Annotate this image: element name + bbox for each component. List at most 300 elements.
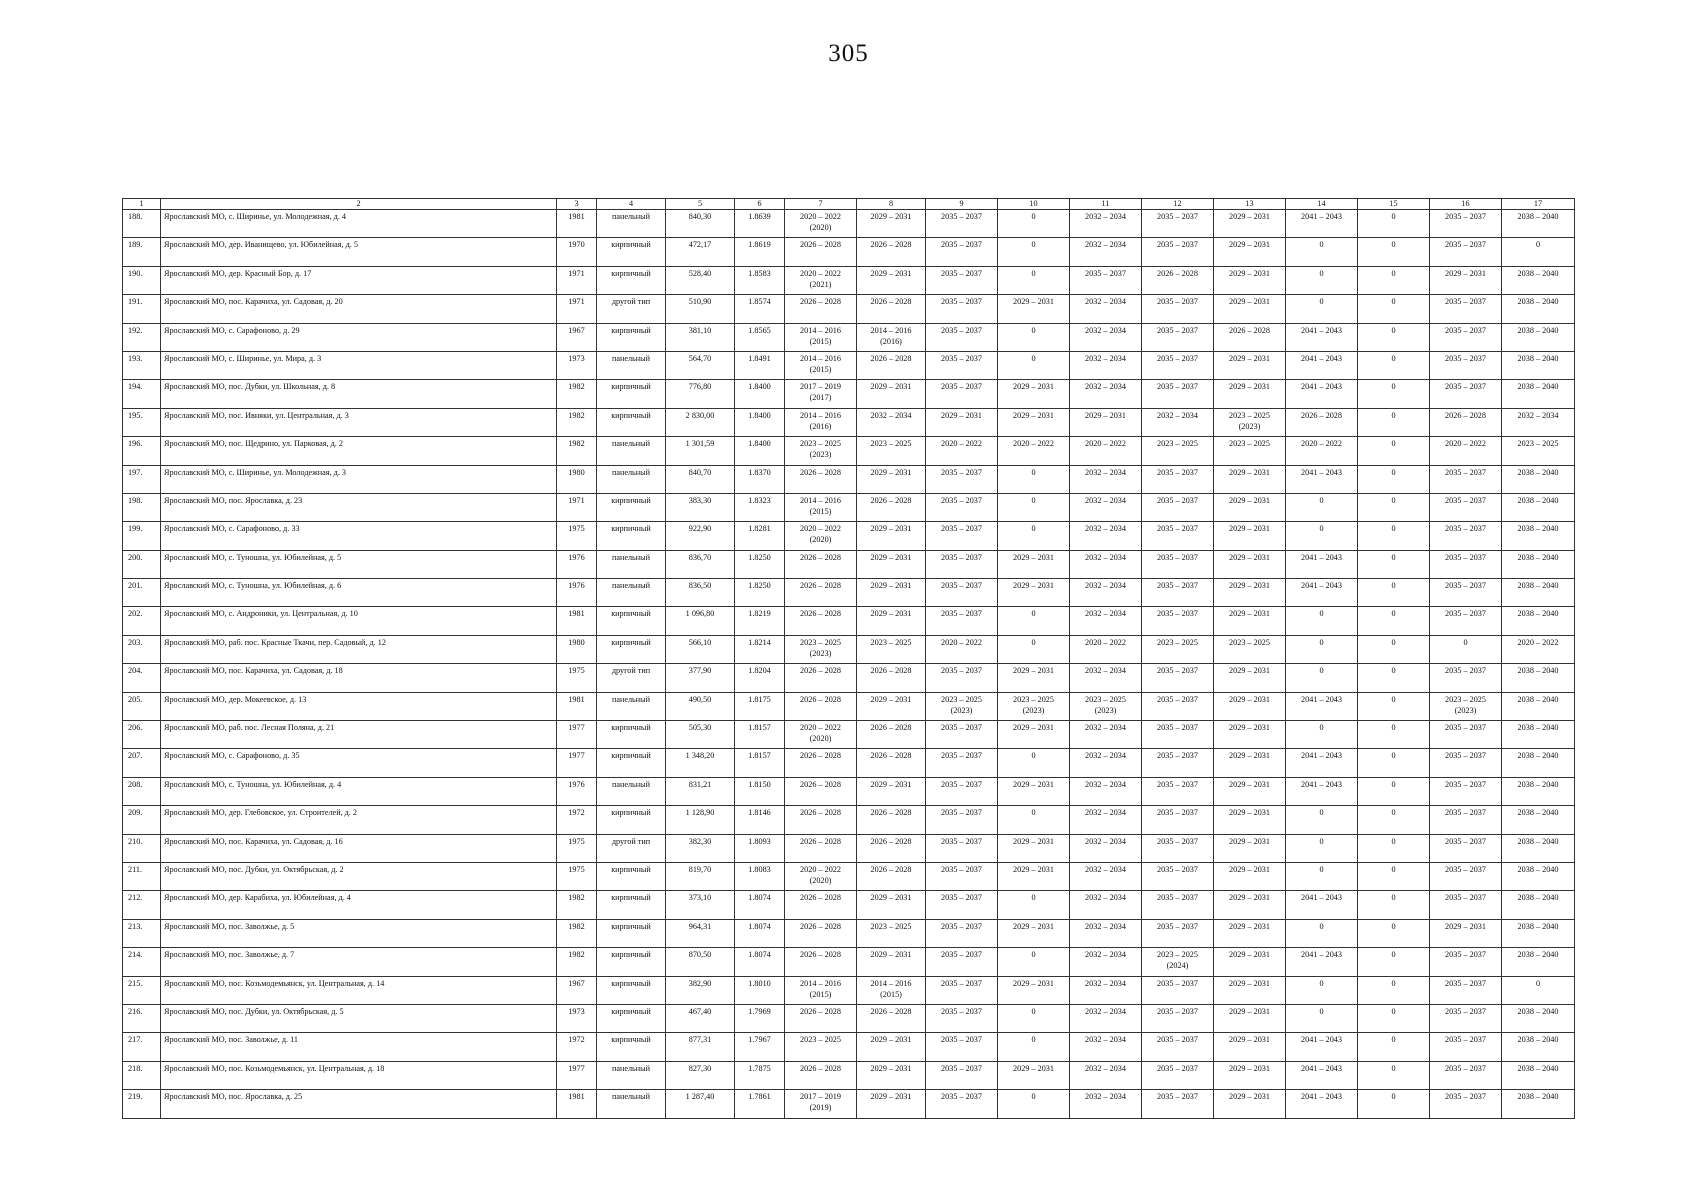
table-cell-col-11: 2032 – 2034 [1070, 749, 1142, 777]
row-number-cell: 200. [123, 550, 161, 578]
table-cell-col-8: 2029 – 2031 [857, 777, 926, 805]
table-cell-col-17: 2038 – 2040 [1502, 1061, 1575, 1089]
table-cell-col-8: 2014 – 2016 (2015) [857, 976, 926, 1004]
table-cell-col-17: 2038 – 2040 [1502, 948, 1575, 976]
table-cell-col-5: 510,90 [666, 295, 735, 323]
table-cell-col-15: 0 [1358, 408, 1430, 436]
table-cell-col-7: 2026 – 2028 [785, 579, 857, 607]
table-cell-col-12: 2035 – 2037 [1142, 834, 1214, 862]
table-cell-col-4: панельный [597, 1061, 666, 1089]
table-cell-col-5: 819,70 [666, 862, 735, 890]
table-cell-col-4: кирпичный [597, 607, 666, 635]
table-cell-col-5: 831,21 [666, 777, 735, 805]
table-cell-col-16: 2035 – 2037 [1430, 493, 1502, 521]
table-cell-col-5: 870,50 [666, 948, 735, 976]
table-cell-col-15: 0 [1358, 862, 1430, 890]
table-cell-col-17: 2038 – 2040 [1502, 380, 1575, 408]
table-cell-col-11: 2032 – 2034 [1070, 919, 1142, 947]
table-cell-col-17: 2038 – 2040 [1502, 777, 1575, 805]
table-cell-col-8: 2023 – 2025 [857, 635, 926, 663]
table-cell-col-10: 0 [998, 493, 1070, 521]
table-cell-col-4: кирпичный [597, 721, 666, 749]
row-number-cell: 202. [123, 607, 161, 635]
table-cell-col-8: 2029 – 2031 [857, 692, 926, 720]
table-cell-col-12: 2035 – 2037 [1142, 749, 1214, 777]
table-cell-col-12: 2035 – 2037 [1142, 351, 1214, 379]
table-cell-col-4: другой тип [597, 664, 666, 692]
table-cell-col-6: 1.8083 [735, 862, 785, 890]
table-row [123, 806, 1575, 834]
table-cell-col-15: 0 [1358, 266, 1430, 294]
table-cell-col-11: 2032 – 2034 [1070, 948, 1142, 976]
table-cell-col-6: 1.8150 [735, 777, 785, 805]
table-cell-col-3: 1967 [557, 323, 597, 351]
table-cell-col-16: 2026 – 2028 [1430, 408, 1502, 436]
table-cell-col-3: 1982 [557, 948, 597, 976]
address-cell: Ярославский МО, пос. Козьмодемьянск, ул. Центральная, д. 14 [161, 976, 557, 1004]
table-cell-col-15: 0 [1358, 777, 1430, 805]
table-cell-col-15: 0 [1358, 1090, 1430, 1118]
table-cell-col-3: 1982 [557, 380, 597, 408]
table-cell-col-13: 2029 – 2031 [1214, 806, 1286, 834]
column-header-12: 12 [1142, 199, 1214, 210]
table-cell-col-4: панельный [597, 579, 666, 607]
table-cell-col-4: кирпичный [597, 238, 666, 266]
table-cell-col-9: 2035 – 2037 [926, 749, 998, 777]
table-cell-col-11: 2032 – 2034 [1070, 834, 1142, 862]
table-cell-col-9: 2035 – 2037 [926, 465, 998, 493]
table-cell-col-8: 2026 – 2028 [857, 664, 926, 692]
row-number-cell: 211. [123, 862, 161, 890]
table-cell-col-13: 2029 – 2031 [1214, 351, 1286, 379]
table-cell-col-7: 2014 – 2016 (2016) [785, 408, 857, 436]
table-cell-col-16: 2035 – 2037 [1430, 1004, 1502, 1032]
table-cell-col-16: 2035 – 2037 [1430, 351, 1502, 379]
table-cell-col-17: 2038 – 2040 [1502, 919, 1575, 947]
table-cell-col-13: 2029 – 2031 [1214, 210, 1286, 238]
table-cell-col-14: 0 [1286, 976, 1358, 1004]
table-cell-col-10: 2029 – 2031 [998, 721, 1070, 749]
table-cell-col-15: 0 [1358, 976, 1430, 1004]
address-cell: Ярославский МО, раб. пос. Лесная Поляна, д. 21 [161, 721, 557, 749]
table-cell-col-5: 1 287,40 [666, 1090, 735, 1118]
column-header-5: 5 [666, 199, 735, 210]
table-cell-col-10: 0 [998, 891, 1070, 919]
row-number-cell: 201. [123, 579, 161, 607]
table-cell-col-14: 0 [1286, 919, 1358, 947]
table-cell-col-5: 382,30 [666, 834, 735, 862]
table-cell-col-13: 2029 – 2031 [1214, 976, 1286, 1004]
table-cell-col-13: 2029 – 2031 [1214, 380, 1286, 408]
register-table-container [122, 198, 1575, 1119]
table-cell-col-16: 2035 – 2037 [1430, 380, 1502, 408]
table-cell-col-15: 0 [1358, 1061, 1430, 1089]
table-cell-col-5: 827,30 [666, 1061, 735, 1089]
table-cell-col-6: 1.8175 [735, 692, 785, 720]
table-cell-col-14: 2041 – 2043 [1286, 692, 1358, 720]
table-cell-col-5: 382,90 [666, 976, 735, 1004]
address-cell: Ярославский МО, пос. Карачиха, ул. Садовая, д. 16 [161, 834, 557, 862]
table-cell-col-8: 2032 – 2034 [857, 408, 926, 436]
table-cell-col-8: 2029 – 2031 [857, 380, 926, 408]
table-cell-col-3: 1976 [557, 777, 597, 805]
column-header-11: 11 [1070, 199, 1142, 210]
row-number-cell: 208. [123, 777, 161, 805]
table-cell-col-16: 2035 – 2037 [1430, 834, 1502, 862]
table-cell-col-13: 2029 – 2031 [1214, 607, 1286, 635]
table-cell-col-10: 2023 – 2025 (2023) [998, 692, 1070, 720]
table-row [123, 749, 1575, 777]
table-cell-col-6: 1.7967 [735, 1033, 785, 1061]
table-cell-col-6: 1.8146 [735, 806, 785, 834]
table-cell-col-10: 0 [998, 1004, 1070, 1032]
table-cell-col-7: 2014 – 2016 (2015) [785, 493, 857, 521]
table-cell-col-9: 2035 – 2037 [926, 806, 998, 834]
table-row [123, 635, 1575, 663]
table-cell-col-6: 1.8491 [735, 351, 785, 379]
table-cell-col-15: 0 [1358, 493, 1430, 521]
table-cell-col-10: 2029 – 2031 [998, 976, 1070, 1004]
table-cell-col-7: 2026 – 2028 [785, 692, 857, 720]
table-cell-col-7: 2026 – 2028 [785, 238, 857, 266]
row-number-cell: 213. [123, 919, 161, 947]
address-cell: Ярославский МО, с. Андроники, ул. Центральная, д. 10 [161, 607, 557, 635]
table-cell-col-3: 1982 [557, 437, 597, 465]
table-cell-col-4: панельный [597, 351, 666, 379]
table-cell-col-16: 2029 – 2031 [1430, 919, 1502, 947]
table-cell-col-16: 2035 – 2037 [1430, 323, 1502, 351]
table-cell-col-12: 2035 – 2037 [1142, 777, 1214, 805]
column-header-14: 14 [1286, 199, 1358, 210]
table-cell-col-13: 2029 – 2031 [1214, 238, 1286, 266]
table-cell-col-11: 2035 – 2037 [1070, 266, 1142, 294]
table-cell-col-5: 836,70 [666, 550, 735, 578]
row-number-cell: 209. [123, 806, 161, 834]
table-row [123, 1090, 1575, 1118]
table-cell-col-3: 1977 [557, 1061, 597, 1089]
table-cell-col-17: 2038 – 2040 [1502, 806, 1575, 834]
table-cell-col-4: кирпичный [597, 493, 666, 521]
row-number-cell: 210. [123, 834, 161, 862]
table-cell-col-10: 0 [998, 749, 1070, 777]
table-cell-col-5: 528,40 [666, 266, 735, 294]
table-cell-col-11: 2032 – 2034 [1070, 493, 1142, 521]
address-cell: Ярославский МО, с. Ширинье, ул. Мира, д. 3 [161, 351, 557, 379]
address-cell: Ярославский МО, с. Сарафоново, д. 29 [161, 323, 557, 351]
table-cell-col-7: 2026 – 2028 [785, 749, 857, 777]
table-cell-col-3: 1967 [557, 976, 597, 1004]
table-cell-col-12: 2035 – 2037 [1142, 210, 1214, 238]
table-cell-col-9: 2035 – 2037 [926, 721, 998, 749]
table-cell-col-3: 1981 [557, 1090, 597, 1118]
table-cell-col-6: 1.8323 [735, 493, 785, 521]
table-cell-col-16: 2035 – 2037 [1430, 522, 1502, 550]
table-row [123, 465, 1575, 493]
table-cell-col-3: 1971 [557, 295, 597, 323]
table-cell-col-11: 2032 – 2034 [1070, 579, 1142, 607]
table-cell-col-14: 2041 – 2043 [1286, 948, 1358, 976]
row-number-cell: 207. [123, 749, 161, 777]
table-cell-col-14: 0 [1286, 607, 1358, 635]
table-cell-col-6: 1.8074 [735, 919, 785, 947]
table-cell-col-15: 0 [1358, 1004, 1430, 1032]
table-cell-col-9: 2020 – 2022 [926, 635, 998, 663]
table-cell-col-12: 2023 – 2025 (2024) [1142, 948, 1214, 976]
table-cell-col-16: 2035 – 2037 [1430, 976, 1502, 1004]
table-cell-col-7: 2026 – 2028 [785, 550, 857, 578]
table-cell-col-13: 2029 – 2031 [1214, 266, 1286, 294]
address-cell: Ярославский МО, пос. Ивняки, ул. Центральная, д. 3 [161, 408, 557, 436]
table-cell-col-9: 2035 – 2037 [926, 210, 998, 238]
table-cell-col-9: 2035 – 2037 [926, 266, 998, 294]
address-cell: Ярославский МО, пос. Карачиха, ул. Садовая, д. 18 [161, 664, 557, 692]
table-row [123, 919, 1575, 947]
address-cell: Ярославский МО, пос. Дубки, ул. Школьная, д. 8 [161, 380, 557, 408]
table-cell-col-17: 2038 – 2040 [1502, 295, 1575, 323]
table-cell-col-15: 0 [1358, 1033, 1430, 1061]
table-cell-col-15: 0 [1358, 635, 1430, 663]
table-cell-col-15: 0 [1358, 664, 1430, 692]
table-cell-col-7: 2026 – 2028 [785, 806, 857, 834]
table-cell-col-9: 2035 – 2037 [926, 522, 998, 550]
table-cell-col-6: 1.8219 [735, 607, 785, 635]
column-header-16: 16 [1430, 199, 1502, 210]
table-cell-col-5: 2 830,00 [666, 408, 735, 436]
table-cell-col-8: 2026 – 2028 [857, 351, 926, 379]
table-row [123, 834, 1575, 862]
table-cell-col-14: 0 [1286, 862, 1358, 890]
page-number: 305 [828, 40, 869, 67]
table-cell-col-9: 2035 – 2037 [926, 891, 998, 919]
table-row [123, 238, 1575, 266]
table-cell-col-12: 2026 – 2028 [1142, 266, 1214, 294]
table-cell-col-10: 2029 – 2031 [998, 579, 1070, 607]
table-cell-col-11: 2032 – 2034 [1070, 891, 1142, 919]
row-number-cell: 212. [123, 891, 161, 919]
table-cell-col-4: кирпичный [597, 806, 666, 834]
table-cell-col-17: 0 [1502, 976, 1575, 1004]
table-cell-col-16: 2023 – 2025 (2023) [1430, 692, 1502, 720]
table-cell-col-11: 2020 – 2022 [1070, 437, 1142, 465]
table-cell-col-13: 2023 – 2025 (2023) [1214, 408, 1286, 436]
table-cell-col-6: 1.8093 [735, 834, 785, 862]
table-cell-col-4: панельный [597, 210, 666, 238]
table-cell-col-16: 2035 – 2037 [1430, 210, 1502, 238]
table-cell-col-16: 2035 – 2037 [1430, 465, 1502, 493]
table-row [123, 1061, 1575, 1089]
table-cell-col-14: 2041 – 2043 [1286, 891, 1358, 919]
table-cell-col-7: 2026 – 2028 [785, 1004, 857, 1032]
table-cell-col-9: 2020 – 2022 [926, 437, 998, 465]
table-cell-col-9: 2035 – 2037 [926, 1004, 998, 1032]
table-cell-col-6: 1.7969 [735, 1004, 785, 1032]
table-cell-col-11: 2032 – 2034 [1070, 323, 1142, 351]
table-cell-col-3: 1982 [557, 408, 597, 436]
table-cell-col-12: 2035 – 2037 [1142, 664, 1214, 692]
table-cell-col-13: 2029 – 2031 [1214, 465, 1286, 493]
table-cell-col-13: 2029 – 2031 [1214, 664, 1286, 692]
table-cell-col-4: кирпичный [597, 380, 666, 408]
table-cell-col-11: 2032 – 2034 [1070, 351, 1142, 379]
table-cell-col-6: 1.8204 [735, 664, 785, 692]
table-cell-col-8: 2026 – 2028 [857, 862, 926, 890]
table-cell-col-13: 2029 – 2031 [1214, 1004, 1286, 1032]
table-cell-col-10: 0 [998, 607, 1070, 635]
row-number-cell: 191. [123, 295, 161, 323]
address-cell: Ярославский МО, с. Туношна, ул. Юбилейная, д. 6 [161, 579, 557, 607]
table-cell-col-3: 1977 [557, 721, 597, 749]
table-cell-col-6: 1.8214 [735, 635, 785, 663]
table-cell-col-15: 0 [1358, 806, 1430, 834]
table-cell-col-10: 2029 – 2031 [998, 664, 1070, 692]
table-row [123, 266, 1575, 294]
table-cell-col-10: 0 [998, 210, 1070, 238]
table-cell-col-11: 2032 – 2034 [1070, 806, 1142, 834]
row-number-cell: 197. [123, 465, 161, 493]
table-cell-col-16: 2035 – 2037 [1430, 607, 1502, 635]
table-row [123, 522, 1575, 550]
table-cell-col-8: 2029 – 2031 [857, 579, 926, 607]
table-cell-col-6: 1.8157 [735, 749, 785, 777]
table-cell-col-8: 2026 – 2028 [857, 749, 926, 777]
table-cell-col-7: 2026 – 2028 [785, 664, 857, 692]
table-cell-col-16: 2035 – 2037 [1430, 806, 1502, 834]
table-cell-col-11: 2032 – 2034 [1070, 664, 1142, 692]
row-number-cell: 188. [123, 210, 161, 238]
address-cell: Ярославский МО, дер. Карабиха, ул. Юбилейная, д. 4 [161, 891, 557, 919]
table-cell-col-17: 2038 – 2040 [1502, 210, 1575, 238]
table-cell-col-3: 1980 [557, 465, 597, 493]
table-cell-col-4: другой тип [597, 295, 666, 323]
table-cell-col-5: 836,50 [666, 579, 735, 607]
address-cell: Ярославский МО, пос. Козьмодемьянск, ул. Центральная, д. 18 [161, 1061, 557, 1089]
table-cell-col-14: 2041 – 2043 [1286, 323, 1358, 351]
table-cell-col-17: 2038 – 2040 [1502, 664, 1575, 692]
table-cell-col-5: 564,70 [666, 351, 735, 379]
table-cell-col-6: 1.8565 [735, 323, 785, 351]
table-cell-col-10: 0 [998, 351, 1070, 379]
table-cell-col-7: 2026 – 2028 [785, 834, 857, 862]
table-cell-col-12: 2035 – 2037 [1142, 919, 1214, 947]
address-cell: Ярославский МО, пос. Заволжье, д. 11 [161, 1033, 557, 1061]
row-number-cell: 189. [123, 238, 161, 266]
table-cell-col-7: 2026 – 2028 [785, 607, 857, 635]
table-cell-col-4: панельный [597, 777, 666, 805]
table-cell-col-8: 2023 – 2025 [857, 919, 926, 947]
table-cell-col-5: 964,31 [666, 919, 735, 947]
row-number-cell: 215. [123, 976, 161, 1004]
table-cell-col-13: 2029 – 2031 [1214, 1061, 1286, 1089]
table-cell-col-4: другой тип [597, 834, 666, 862]
table-cell-col-7: 2014 – 2016 (2015) [785, 976, 857, 1004]
table-cell-col-7: 2017 – 2019 (2017) [785, 380, 857, 408]
table-cell-col-8: 2029 – 2031 [857, 550, 926, 578]
table-cell-col-12: 2035 – 2037 [1142, 692, 1214, 720]
table-cell-col-14: 2041 – 2043 [1286, 1033, 1358, 1061]
table-cell-col-4: кирпичный [597, 266, 666, 294]
table-cell-col-11: 2023 – 2025 (2023) [1070, 692, 1142, 720]
table-row [123, 721, 1575, 749]
column-header-6: 6 [735, 199, 785, 210]
table-row [123, 948, 1575, 976]
table-cell-col-7: 2023 – 2025 (2023) [785, 635, 857, 663]
table-cell-col-6: 1.8400 [735, 408, 785, 436]
table-cell-col-17: 2038 – 2040 [1502, 1004, 1575, 1032]
table-row [123, 408, 1575, 436]
table-cell-col-6: 1.8074 [735, 948, 785, 976]
table-cell-col-4: кирпичный [597, 635, 666, 663]
table-cell-col-4: кирпичный [597, 976, 666, 1004]
table-cell-col-5: 776,80 [666, 380, 735, 408]
table-cell-col-4: кирпичный [597, 522, 666, 550]
table-cell-col-15: 0 [1358, 891, 1430, 919]
address-cell: Ярославский МО, дер. Иванищево, ул. Юбилейная, д. 5 [161, 238, 557, 266]
table-cell-col-8: 2029 – 2031 [857, 1061, 926, 1089]
table-cell-col-12: 2035 – 2037 [1142, 1033, 1214, 1061]
table-cell-col-3: 1975 [557, 664, 597, 692]
table-cell-col-8: 2029 – 2031 [857, 266, 926, 294]
table-cell-col-12: 2035 – 2037 [1142, 1061, 1214, 1089]
table-cell-col-11: 2032 – 2034 [1070, 465, 1142, 493]
table-cell-col-12: 2035 – 2037 [1142, 579, 1214, 607]
table-cell-col-13: 2029 – 2031 [1214, 550, 1286, 578]
column-header-9: 9 [926, 199, 998, 210]
table-cell-col-7: 2020 – 2022 (2020) [785, 522, 857, 550]
table-cell-col-9: 2035 – 2037 [926, 862, 998, 890]
table-cell-col-8: 2029 – 2031 [857, 1090, 926, 1118]
table-cell-col-8: 2026 – 2028 [857, 721, 926, 749]
table-cell-col-12: 2035 – 2037 [1142, 1004, 1214, 1032]
table-cell-col-17: 0 [1502, 238, 1575, 266]
table-row [123, 579, 1575, 607]
table-cell-col-14: 0 [1286, 834, 1358, 862]
table-cell-col-9: 2035 – 2037 [926, 1061, 998, 1089]
table-cell-col-11: 2032 – 2034 [1070, 976, 1142, 1004]
table-cell-col-7: 2026 – 2028 [785, 1061, 857, 1089]
table-cell-col-17: 2038 – 2040 [1502, 1090, 1575, 1118]
table-cell-col-13: 2023 – 2025 [1214, 635, 1286, 663]
table-cell-col-4: кирпичный [597, 862, 666, 890]
table-cell-col-3: 1975 [557, 834, 597, 862]
table-cell-col-9: 2035 – 2037 [926, 1090, 998, 1118]
table-cell-col-4: кирпичный [597, 408, 666, 436]
table-cell-col-15: 0 [1358, 749, 1430, 777]
table-cell-col-14: 2041 – 2043 [1286, 465, 1358, 493]
table-cell-col-5: 490,50 [666, 692, 735, 720]
table-cell-col-12: 2035 – 2037 [1142, 721, 1214, 749]
table-cell-col-4: панельный [597, 1090, 666, 1118]
table-cell-col-8: 2029 – 2031 [857, 210, 926, 238]
table-cell-col-3: 1973 [557, 351, 597, 379]
table-cell-col-10: 2029 – 2031 [998, 777, 1070, 805]
table-cell-col-14: 2041 – 2043 [1286, 1061, 1358, 1089]
table-cell-col-12: 2035 – 2037 [1142, 522, 1214, 550]
table-cell-col-10: 2020 – 2022 [998, 437, 1070, 465]
table-cell-col-11: 2032 – 2034 [1070, 210, 1142, 238]
table-cell-col-6: 1.8157 [735, 721, 785, 749]
table-cell-col-5: 922,90 [666, 522, 735, 550]
table-cell-col-14: 0 [1286, 721, 1358, 749]
row-number-cell: 199. [123, 522, 161, 550]
table-cell-col-12: 2035 – 2037 [1142, 465, 1214, 493]
table-row [123, 1033, 1575, 1061]
table-cell-col-9: 2035 – 2037 [926, 550, 998, 578]
table-cell-col-13: 2029 – 2031 [1214, 777, 1286, 805]
table-cell-col-8: 2029 – 2031 [857, 948, 926, 976]
row-number-cell: 205. [123, 692, 161, 720]
table-cell-col-14: 0 [1286, 806, 1358, 834]
table-cell-col-5: 566,10 [666, 635, 735, 663]
